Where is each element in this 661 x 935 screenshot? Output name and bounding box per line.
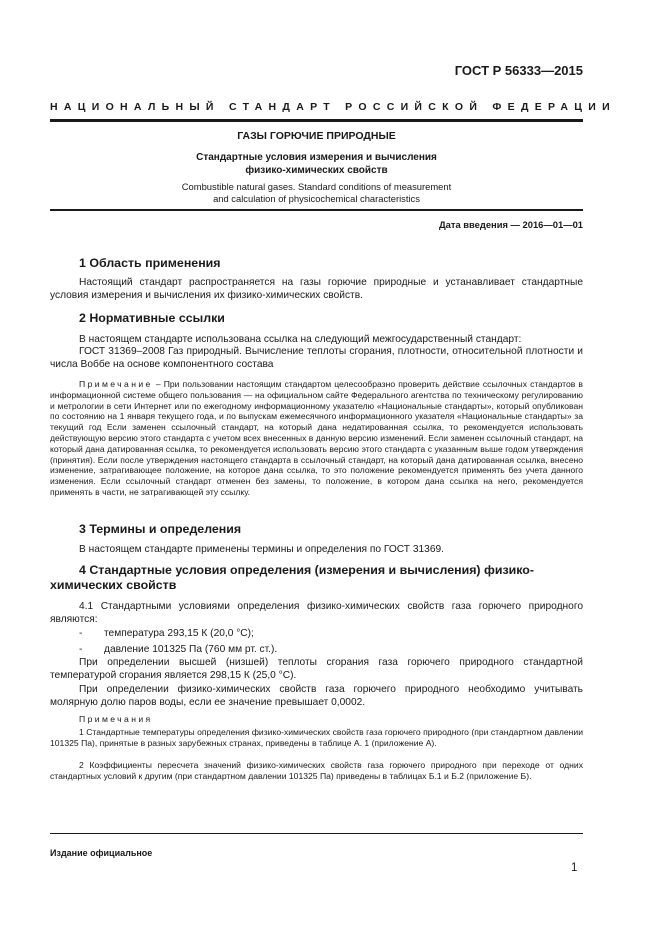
list-item-text: температура 293,15 К (20,0 °С); — [104, 628, 254, 639]
notes-label: Примечания — [79, 714, 153, 724]
section-1-text: Настоящий стандарт распространяется на газы горючие природные и устанавливает стандартные условия измерения и вычисления их физико-химических свойств. — [50, 277, 583, 301]
section-3-heading: 3 Термины и определения — [79, 522, 242, 536]
list-item — [79, 644, 277, 657]
section-2-heading: 2 Нормативные ссылки — [79, 311, 225, 325]
section-4-paragraph-2: При определении высшей (низшей) теплоты сгорания газа горючего природного стандартной температурой сгорания является 298,15 К (25,0 °С). — [50, 657, 583, 681]
section-4-heading-line-2: химических свойств — [50, 578, 177, 592]
standard-code: ГОСТ Р 56333—2015 — [454, 63, 583, 78]
title-rule — [50, 209, 583, 211]
english-title-line-2: and calculation of physicochemical characteristics — [213, 193, 420, 204]
page-number: 1 — [571, 862, 578, 874]
section-2-intro: В настоящем стандарте использована ссылка на следующий межгосударственный стандарт: — [79, 334, 522, 345]
section-4-heading — [50, 563, 583, 593]
note-text: – При пользовании настоящим стандартом целесообразно проверить действие ссылочных стандартов в информационной системе общего пользования — на официальном сайте Федерального агентства по техническому регулированию и метрологии в сети Интернет или по ежегодному информационному указателю «Национальные стандарты», который опубликован по состоянию на 1 января текущего года, и по выпускам ежемесячного информационного указателя «Национальные стандарты» за текущий год Если заменен ссылочный стандарт, на который дана недатированная ссылка, то рекомендуется использовать действующую версию этого стандарта с учетом всех внесенных в данную версию изменений. Если заменен ссылочный стандарт, на который дана датированная ссылка, то рекомендуется использовать версию этого стандарта с указанным выше годом утверждения (принятия). Если после утверждения настоящего стандарта в ссылочный стандарт, на который дана датированная ссылка, внесено изменение, затрагивающее положение, на которое дана ссылка, то это положение рекомендуется применять без учета данного изменения. Если ссылочный стандарт отменен без замены, то положение, в котором дана ссылка на него, рекомендуется применять в части, не затрагивающей эту ссылку. — [50, 379, 583, 497]
introduction-date: Дата введения — 2016—01—01 — [438, 219, 583, 230]
document-title: ГАЗЫ ГОРЮЧИЕ ПРИРОДНЫЕ — [237, 130, 396, 142]
note-label: Примечание — [79, 379, 153, 389]
subtitle-line-2: физико-химических свойств — [245, 165, 388, 176]
section-4-note-1: 1 Стандартные температуры определения физико-химических свойств газа горючего природного (при стандартном давлении 101325 Па), принятые в разных зарубежных странах, приведены в таблице А. 1 (приложение А). — [50, 727, 583, 748]
document-subtitle — [50, 151, 583, 177]
list-dash: - — [79, 628, 83, 639]
national-standard-banner: НАЦИОНАЛЬНЫЙ СТАНДАРТ РОССИЙСКОЙ ФЕДЕРАЦИИ — [50, 101, 616, 113]
list-item-text: давление 101325 Па (760 мм рт. ст.). — [104, 644, 278, 655]
list-item — [79, 628, 254, 641]
subtitle-line-1: Стандартные условия измерения и вычисления — [196, 152, 437, 163]
section-1-heading: 1 Область применения — [79, 256, 221, 270]
header-thick-rule — [50, 119, 583, 122]
section-4-1-text: 4.1 Стандартными условиями определения физико-химических свойств газа горючего природного являются: — [50, 601, 583, 625]
section-2-reference: ГОСТ 31369–2008 Газ природный. Вычисление теплоты сгорания, плотности, относительной плотности и числа Воббе на основе компонентного состава — [50, 346, 583, 370]
section-4-paragraph-3: При определении физико-химических свойств газа горючего природного необходимо учитывать молярную долю паров воды, если ее значение превышает 0,0002. — [50, 684, 583, 708]
section-4-note-2: 2 Коэффициенты пересчета значений физико-химических свойств газа горючего природного при переходе от одних стандартных условий к другим (при стандартном давлении 101325 Па) приведены в таблицах Б.1 и Б.2 (приложение Б). — [50, 760, 583, 781]
english-title-line-1: Combustible natural gases. Standard conditions of measurement — [181, 181, 452, 192]
footer-rule — [50, 833, 583, 834]
section-2-note — [50, 379, 583, 498]
official-edition-label: Издание официальное — [50, 848, 153, 858]
list-dash: - — [79, 644, 83, 655]
english-title — [50, 181, 583, 205]
section-3-text: В настоящем стандарте применены термины и определения по ГОСТ 31369. — [79, 544, 444, 555]
section-4-heading-line-1: 4 Стандартные условия определения (измерения и вычисления) физико- — [79, 563, 534, 577]
